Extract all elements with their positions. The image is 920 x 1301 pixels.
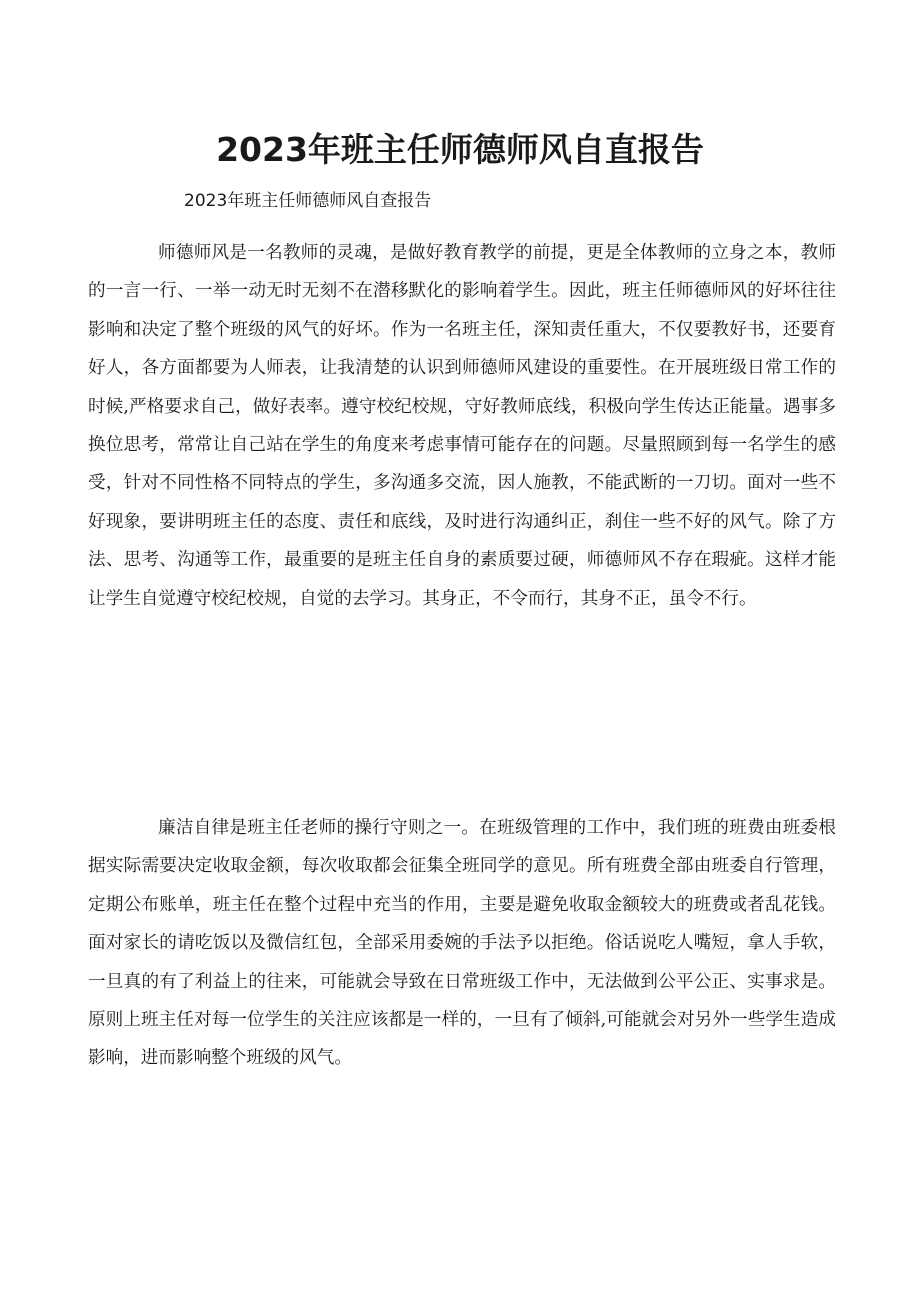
body-paragraph-1: 师德师风是一名教师的灵魂，是做好教育教学的前提，更是全体教师的立身之本，教师的一言一行、一举一动无时无刻不在潜移默化的影响着学生。因此，班主任师德师风的好坏往往影响和决定了整个班级的风气的好坏。作为一名班主任，深知责任重大，不仅要教好书，还要育好人，各方面都要为人师表，让我清楚的认识到师德师风建设的重要性。在开展班级日常工作的时候,严格要求自己，做好表率。遵守校纪校规，守好教师底线，积极向学生传达正能量。遇事多换位思考，常常让自己站在学生的角度来考虑事情可能存在的问题。尽量照顾到每一名学生的感受，针对不同性格不同特点的学生，多沟通多交流，因人施教，不能武断的一刀切。面对一些不好现象，要讲明班主任的态度、责任和底线，及时进行沟通纠正，刹住一些不好的风气。除了方法、思考、沟通等工作，最重要的是班主任自身的素质要过硬，师德师风不存在瑕疵。这样才能让学生自觉遵守校纪校规，自觉的去学习。其身正，不令而行，其身不正，虽令不行。 — [88, 243, 836, 609]
document-title: 2023年班主任师德师风自直报告 — [216, 130, 704, 169]
document-subtitle: 2023年班主任师德师风自查报告 — [184, 191, 432, 211]
body-paragraph-2: 廉洁自律是班主任老师的操行守则之一。在班级管理的工作中，我们班的班费由班委根据实际需要决定收取金额，每次收取都会征集全班同学的意见。所有班费全部由班委自行管理，定期公布账单，班主任在整个过程中充当的作用，主要是避免收取金额较大的班费或者乱花钱。面对家长的请吃饭以及微信红包，全部采用委婉的手法予以拒绝。俗话说吃人嘴短，拿人手软，一旦真的有了利益上的往来，可能就会导致在日常班级工作中，无法做到公平公正、实事求是。原则上班主任对每一位学生的关注应该都是一样的，一旦有了倾斜,可能就会对另外一些学生造成影响，进而影响整个班级的风气。 — [88, 818, 836, 1069]
